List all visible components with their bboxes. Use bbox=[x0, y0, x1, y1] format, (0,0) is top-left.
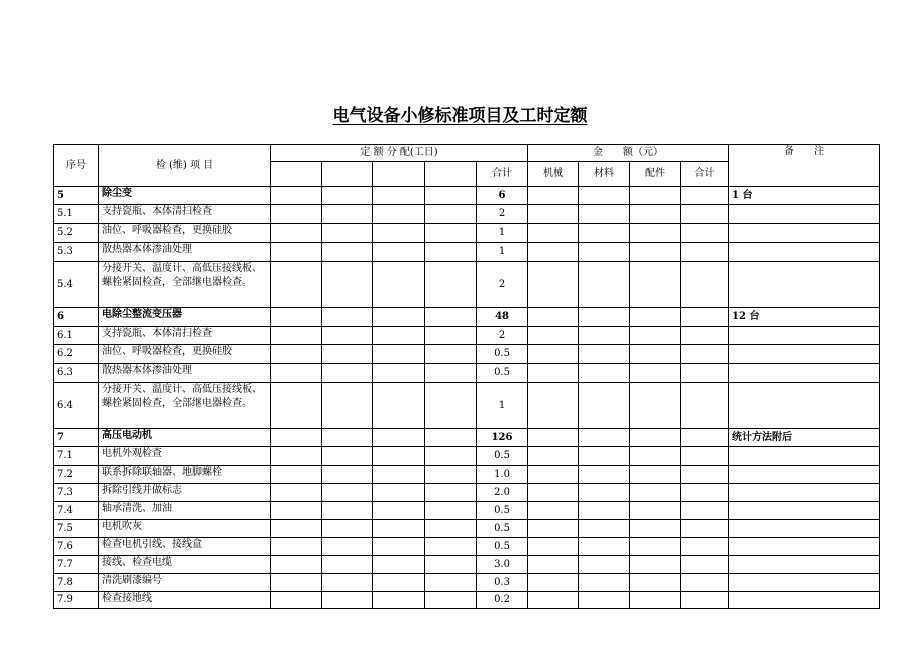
row-quota-cell bbox=[425, 484, 477, 502]
row-amount-cell bbox=[579, 520, 630, 538]
row-amount-cell bbox=[528, 205, 579, 224]
header-quota-blank bbox=[425, 162, 477, 187]
row-seq: 6 bbox=[54, 308, 99, 327]
row-quota-cell bbox=[373, 243, 425, 262]
row-quota-cell bbox=[373, 205, 425, 224]
row-quota-cell bbox=[373, 556, 425, 574]
row-quota-cell bbox=[425, 243, 477, 262]
row-item: 电机吹灰 bbox=[99, 520, 271, 538]
row-amount-cell bbox=[528, 447, 579, 466]
row-seq: 7.1 bbox=[54, 447, 99, 466]
row-seq: 6.2 bbox=[54, 345, 99, 364]
row-quota-cell bbox=[271, 520, 322, 538]
row-quota-cell bbox=[322, 262, 373, 308]
row-remark bbox=[729, 224, 880, 243]
row-amount-cell bbox=[528, 592, 579, 609]
row-amount-cell bbox=[528, 520, 579, 538]
row-quota-cell bbox=[425, 556, 477, 574]
row-quota-cell bbox=[271, 364, 322, 383]
row-quota-cell bbox=[322, 502, 373, 520]
row-quota-cell bbox=[373, 466, 425, 484]
row-quota-cell bbox=[322, 345, 373, 364]
row-quota-cell bbox=[425, 447, 477, 466]
row-amount-cell bbox=[528, 484, 579, 502]
header-quota: 定 额 分 配(工日) bbox=[271, 145, 528, 162]
row-amount-cell bbox=[579, 538, 630, 556]
row-quota-total: 1 bbox=[477, 243, 528, 262]
row-remark bbox=[729, 538, 880, 556]
row-quota-cell bbox=[322, 327, 373, 345]
row-remark bbox=[729, 364, 880, 383]
row-item: 支持瓷瓶、本体清扫检查 bbox=[99, 205, 271, 224]
row-quota-cell bbox=[271, 592, 322, 609]
row-remark bbox=[729, 574, 880, 592]
row-amount-cell bbox=[630, 592, 681, 609]
row-quota-cell bbox=[322, 429, 373, 447]
row-quota-cell bbox=[425, 205, 477, 224]
row-amount-cell bbox=[681, 556, 729, 574]
row-quota-cell bbox=[425, 502, 477, 520]
row-amount-cell bbox=[681, 243, 729, 262]
row-seq: 7.6 bbox=[54, 538, 99, 556]
row-amount-cell bbox=[528, 187, 579, 205]
row-amount-cell bbox=[528, 502, 579, 520]
row-amount-cell bbox=[579, 364, 630, 383]
header-amount: 金 额（元） bbox=[528, 145, 729, 162]
header-quota-total: 合计 bbox=[477, 162, 528, 187]
row-amount-cell bbox=[681, 308, 729, 327]
row-amount-cell bbox=[528, 243, 579, 262]
row-quota-cell bbox=[271, 556, 322, 574]
table-row bbox=[54, 262, 880, 308]
row-quota-cell bbox=[271, 538, 322, 556]
row-amount-cell bbox=[681, 187, 729, 205]
row-amount-cell bbox=[579, 484, 630, 502]
row-quota-total: 3.0 bbox=[477, 556, 528, 574]
row-quota-cell bbox=[425, 429, 477, 447]
row-seq: 7.5 bbox=[54, 520, 99, 538]
row-amount-cell bbox=[579, 574, 630, 592]
row-item: 检查接地线 bbox=[99, 592, 271, 609]
row-quota-cell bbox=[425, 538, 477, 556]
row-quota-cell bbox=[373, 308, 425, 327]
table-row bbox=[54, 574, 880, 592]
row-quota-cell bbox=[271, 262, 322, 308]
row-amount-cell bbox=[681, 383, 729, 429]
row-quota-total: 48 bbox=[477, 308, 528, 327]
row-quota-total: 0.5 bbox=[477, 538, 528, 556]
row-amount-cell bbox=[630, 243, 681, 262]
row-amount-cell bbox=[579, 429, 630, 447]
row-amount-cell bbox=[579, 592, 630, 609]
row-seq: 5.1 bbox=[54, 205, 99, 224]
row-remark: 1 台 bbox=[729, 187, 880, 205]
row-amount-cell bbox=[681, 327, 729, 345]
row-amount-cell bbox=[579, 447, 630, 466]
row-amount-cell bbox=[681, 205, 729, 224]
row-amount-cell bbox=[630, 574, 681, 592]
row-amount-cell bbox=[630, 262, 681, 308]
table-row bbox=[54, 484, 880, 502]
row-quota-total: 0.5 bbox=[477, 447, 528, 466]
row-item: 检查电机引线、接线盒 bbox=[99, 538, 271, 556]
row-quota-cell bbox=[373, 224, 425, 243]
row-item: 分接开关、温度计、高低压接线板、螺栓紧固检查，全部继电器检查。 bbox=[99, 262, 271, 308]
header-remark: 备 注 bbox=[729, 145, 880, 187]
row-quota-cell bbox=[322, 187, 373, 205]
header-material: 材料 bbox=[579, 162, 630, 187]
row-amount-cell bbox=[579, 308, 630, 327]
header-machine: 机械 bbox=[528, 162, 579, 187]
row-quota-cell bbox=[271, 429, 322, 447]
row-amount-cell bbox=[579, 187, 630, 205]
row-quota-cell bbox=[322, 538, 373, 556]
row-seq: 5.4 bbox=[54, 262, 99, 308]
row-amount-cell bbox=[528, 364, 579, 383]
row-remark: 12 台 bbox=[729, 308, 880, 327]
row-quota-cell bbox=[271, 187, 322, 205]
row-amount-cell bbox=[528, 538, 579, 556]
row-amount-cell bbox=[630, 538, 681, 556]
row-amount-cell bbox=[579, 205, 630, 224]
row-quota-cell bbox=[322, 484, 373, 502]
row-item: 拆除引线并做标志 bbox=[99, 484, 271, 502]
table-row bbox=[54, 556, 880, 574]
row-amount-cell bbox=[528, 308, 579, 327]
row-quota-cell bbox=[322, 520, 373, 538]
row-remark bbox=[729, 447, 880, 466]
row-quota-total: 0.3 bbox=[477, 574, 528, 592]
row-quota-cell bbox=[271, 447, 322, 466]
row-quota-total: 0.5 bbox=[477, 502, 528, 520]
row-amount-cell bbox=[630, 383, 681, 429]
table-row bbox=[54, 383, 880, 429]
row-quota-cell bbox=[425, 364, 477, 383]
row-item: 除尘变 bbox=[99, 187, 271, 205]
row-quota-cell bbox=[373, 574, 425, 592]
row-quota-cell bbox=[271, 345, 322, 364]
row-amount-cell bbox=[630, 187, 681, 205]
row-quota-cell bbox=[322, 556, 373, 574]
row-quota-total: 1.0 bbox=[477, 466, 528, 484]
row-amount-cell bbox=[630, 484, 681, 502]
row-amount-cell bbox=[528, 556, 579, 574]
row-quota-cell bbox=[322, 308, 373, 327]
row-amount-cell bbox=[630, 429, 681, 447]
row-remark bbox=[729, 243, 880, 262]
row-quota-cell bbox=[373, 383, 425, 429]
row-amount-cell bbox=[528, 429, 579, 447]
row-quota-cell bbox=[373, 262, 425, 308]
row-seq: 7.8 bbox=[54, 574, 99, 592]
header-quota-blank bbox=[322, 162, 373, 187]
row-seq: 7.7 bbox=[54, 556, 99, 574]
row-seq: 6.3 bbox=[54, 364, 99, 383]
row-quota-cell bbox=[322, 447, 373, 466]
table-row bbox=[54, 520, 880, 538]
table-row bbox=[54, 327, 880, 345]
row-amount-cell bbox=[528, 262, 579, 308]
row-amount-cell bbox=[579, 383, 630, 429]
row-amount-cell bbox=[579, 556, 630, 574]
row-quota-cell bbox=[373, 592, 425, 609]
row-amount-cell bbox=[681, 502, 729, 520]
row-quota-cell bbox=[425, 466, 477, 484]
row-amount-cell bbox=[630, 556, 681, 574]
row-quota-cell bbox=[271, 308, 322, 327]
row-amount-cell bbox=[630, 520, 681, 538]
row-remark bbox=[729, 520, 880, 538]
row-quota-cell bbox=[271, 224, 322, 243]
row-quota-cell bbox=[271, 502, 322, 520]
row-item: 高压电动机 bbox=[99, 429, 271, 447]
table-row bbox=[54, 429, 880, 447]
row-quota-cell bbox=[271, 205, 322, 224]
row-quota-cell bbox=[373, 502, 425, 520]
row-amount-cell bbox=[579, 502, 630, 520]
row-remark bbox=[729, 345, 880, 364]
row-seq: 6.1 bbox=[54, 327, 99, 345]
row-quota-total: 1 bbox=[477, 383, 528, 429]
row-seq: 7.9 bbox=[54, 592, 99, 609]
row-amount-cell bbox=[681, 345, 729, 364]
row-amount-cell bbox=[528, 466, 579, 484]
row-quota-cell bbox=[373, 187, 425, 205]
row-amount-cell bbox=[528, 345, 579, 364]
row-amount-cell bbox=[681, 592, 729, 609]
row-amount-cell bbox=[630, 327, 681, 345]
row-quota-cell bbox=[373, 364, 425, 383]
row-seq: 5.3 bbox=[54, 243, 99, 262]
row-remark bbox=[729, 383, 880, 429]
row-item: 分接开关、温度计、高低压接线板、螺栓紧固检查，全部继电器检查。 bbox=[99, 383, 271, 429]
row-remark bbox=[729, 484, 880, 502]
row-seq: 7.3 bbox=[54, 484, 99, 502]
row-seq: 7.4 bbox=[54, 502, 99, 520]
row-quota-cell bbox=[322, 243, 373, 262]
table-row bbox=[54, 345, 880, 364]
table-row bbox=[54, 592, 880, 609]
row-seq: 7.2 bbox=[54, 466, 99, 484]
row-quota-cell bbox=[271, 383, 322, 429]
row-quota-cell bbox=[322, 383, 373, 429]
row-amount-cell bbox=[579, 224, 630, 243]
row-amount-cell bbox=[630, 447, 681, 466]
table-row bbox=[54, 308, 880, 327]
row-amount-cell bbox=[630, 205, 681, 224]
row-remark bbox=[729, 205, 880, 224]
row-amount-cell bbox=[579, 345, 630, 364]
row-amount-cell bbox=[528, 327, 579, 345]
header-amount-total: 合计 bbox=[681, 162, 729, 187]
row-amount-cell bbox=[630, 364, 681, 383]
row-quota-cell bbox=[425, 187, 477, 205]
row-remark bbox=[729, 466, 880, 484]
row-remark bbox=[729, 327, 880, 345]
row-quota-cell bbox=[425, 345, 477, 364]
row-quota-cell bbox=[425, 383, 477, 429]
header-parts: 配件 bbox=[630, 162, 681, 187]
row-quota-cell bbox=[373, 429, 425, 447]
row-amount-cell bbox=[630, 466, 681, 484]
row-item: 散热器本体渗油处理 bbox=[99, 364, 271, 383]
row-quota-total: 2.0 bbox=[477, 484, 528, 502]
row-amount-cell bbox=[681, 262, 729, 308]
row-remark bbox=[729, 556, 880, 574]
row-quota-cell bbox=[373, 520, 425, 538]
row-quota-cell bbox=[425, 224, 477, 243]
row-quota-cell bbox=[373, 345, 425, 364]
table-row bbox=[54, 205, 880, 224]
row-amount-cell bbox=[681, 466, 729, 484]
table-row bbox=[54, 187, 880, 205]
table-row bbox=[54, 243, 880, 262]
row-quota-cell bbox=[322, 364, 373, 383]
row-quota-cell bbox=[425, 520, 477, 538]
row-quota-cell bbox=[271, 243, 322, 262]
row-amount-cell bbox=[681, 520, 729, 538]
row-seq: 5 bbox=[54, 187, 99, 205]
row-quota-cell bbox=[425, 592, 477, 609]
row-amount-cell bbox=[528, 383, 579, 429]
table-row bbox=[54, 538, 880, 556]
row-quota-total: 0.5 bbox=[477, 345, 528, 364]
header-quota-blank bbox=[271, 162, 322, 187]
row-quota-total: 6 bbox=[477, 187, 528, 205]
row-quota-cell bbox=[425, 327, 477, 345]
row-amount-cell bbox=[579, 327, 630, 345]
row-amount-cell bbox=[579, 262, 630, 308]
row-quota-cell bbox=[271, 327, 322, 345]
row-quota-cell bbox=[322, 224, 373, 243]
row-amount-cell bbox=[681, 574, 729, 592]
row-seq: 6.4 bbox=[54, 383, 99, 429]
row-quota-cell bbox=[271, 466, 322, 484]
row-quota-cell bbox=[322, 592, 373, 609]
row-amount-cell bbox=[630, 224, 681, 243]
row-remark: 统计方法附后 bbox=[729, 429, 880, 447]
row-seq: 7 bbox=[54, 429, 99, 447]
header-quota-blank bbox=[373, 162, 425, 187]
row-item: 联系拆除联轴器、地脚螺栓 bbox=[99, 466, 271, 484]
row-amount-cell bbox=[528, 574, 579, 592]
row-item: 接线、检查电缆 bbox=[99, 556, 271, 574]
row-quota-cell bbox=[373, 484, 425, 502]
row-quota-total: 0.5 bbox=[477, 364, 528, 383]
row-remark bbox=[729, 592, 880, 609]
table-row bbox=[54, 224, 880, 243]
row-quota-total: 0.2 bbox=[477, 592, 528, 609]
header-seq: 序号 bbox=[54, 145, 99, 187]
row-quota-total: 2 bbox=[477, 205, 528, 224]
table-row bbox=[54, 466, 880, 484]
row-item: 油位、呼吸器检查，更换硅胶 bbox=[99, 345, 271, 364]
row-item: 电除尘整流变压器 bbox=[99, 308, 271, 327]
row-amount-cell bbox=[630, 308, 681, 327]
row-item: 电机外观检查 bbox=[99, 447, 271, 466]
row-quota-total: 126 bbox=[477, 429, 528, 447]
row-remark bbox=[729, 502, 880, 520]
table-row bbox=[54, 502, 880, 520]
row-amount-cell bbox=[579, 243, 630, 262]
row-amount-cell bbox=[579, 466, 630, 484]
row-seq: 5.2 bbox=[54, 224, 99, 243]
row-quota-cell bbox=[373, 327, 425, 345]
row-amount-cell bbox=[681, 364, 729, 383]
row-quota-total: 1 bbox=[477, 224, 528, 243]
table-row bbox=[54, 364, 880, 383]
row-quota-cell bbox=[425, 574, 477, 592]
row-quota-total: 2 bbox=[477, 262, 528, 308]
row-amount-cell bbox=[681, 224, 729, 243]
row-amount-cell bbox=[630, 345, 681, 364]
row-item: 清洗刷漆编号 bbox=[99, 574, 271, 592]
row-item: 散热器本体渗油处理 bbox=[99, 243, 271, 262]
row-quota-cell bbox=[373, 447, 425, 466]
header-item: 检 (维) 项 目 bbox=[99, 145, 271, 187]
row-item: 油位、呼吸器检查，更换硅胶 bbox=[99, 224, 271, 243]
row-quota-cell bbox=[425, 262, 477, 308]
row-amount-cell bbox=[681, 484, 729, 502]
row-amount-cell bbox=[681, 538, 729, 556]
row-quota-cell bbox=[271, 484, 322, 502]
row-item: 支持瓷瓶、本体清扫检查 bbox=[99, 327, 271, 345]
row-amount-cell bbox=[630, 502, 681, 520]
quota-table bbox=[53, 144, 880, 609]
table-row bbox=[54, 447, 880, 466]
page-title: 电气设备小修标准项目及工时定额 bbox=[332, 106, 588, 126]
row-remark bbox=[729, 262, 880, 308]
row-amount-cell bbox=[681, 447, 729, 466]
row-quota-total: 0.5 bbox=[477, 520, 528, 538]
row-quota-total: 2 bbox=[477, 327, 528, 345]
row-quota-cell bbox=[373, 538, 425, 556]
row-quota-cell bbox=[322, 574, 373, 592]
row-quota-cell bbox=[322, 205, 373, 224]
row-quota-cell bbox=[271, 574, 322, 592]
row-amount-cell bbox=[681, 429, 729, 447]
row-quota-cell bbox=[322, 466, 373, 484]
row-amount-cell bbox=[528, 224, 579, 243]
row-item: 轴承清洗、加油 bbox=[99, 502, 271, 520]
row-quota-cell bbox=[425, 308, 477, 327]
